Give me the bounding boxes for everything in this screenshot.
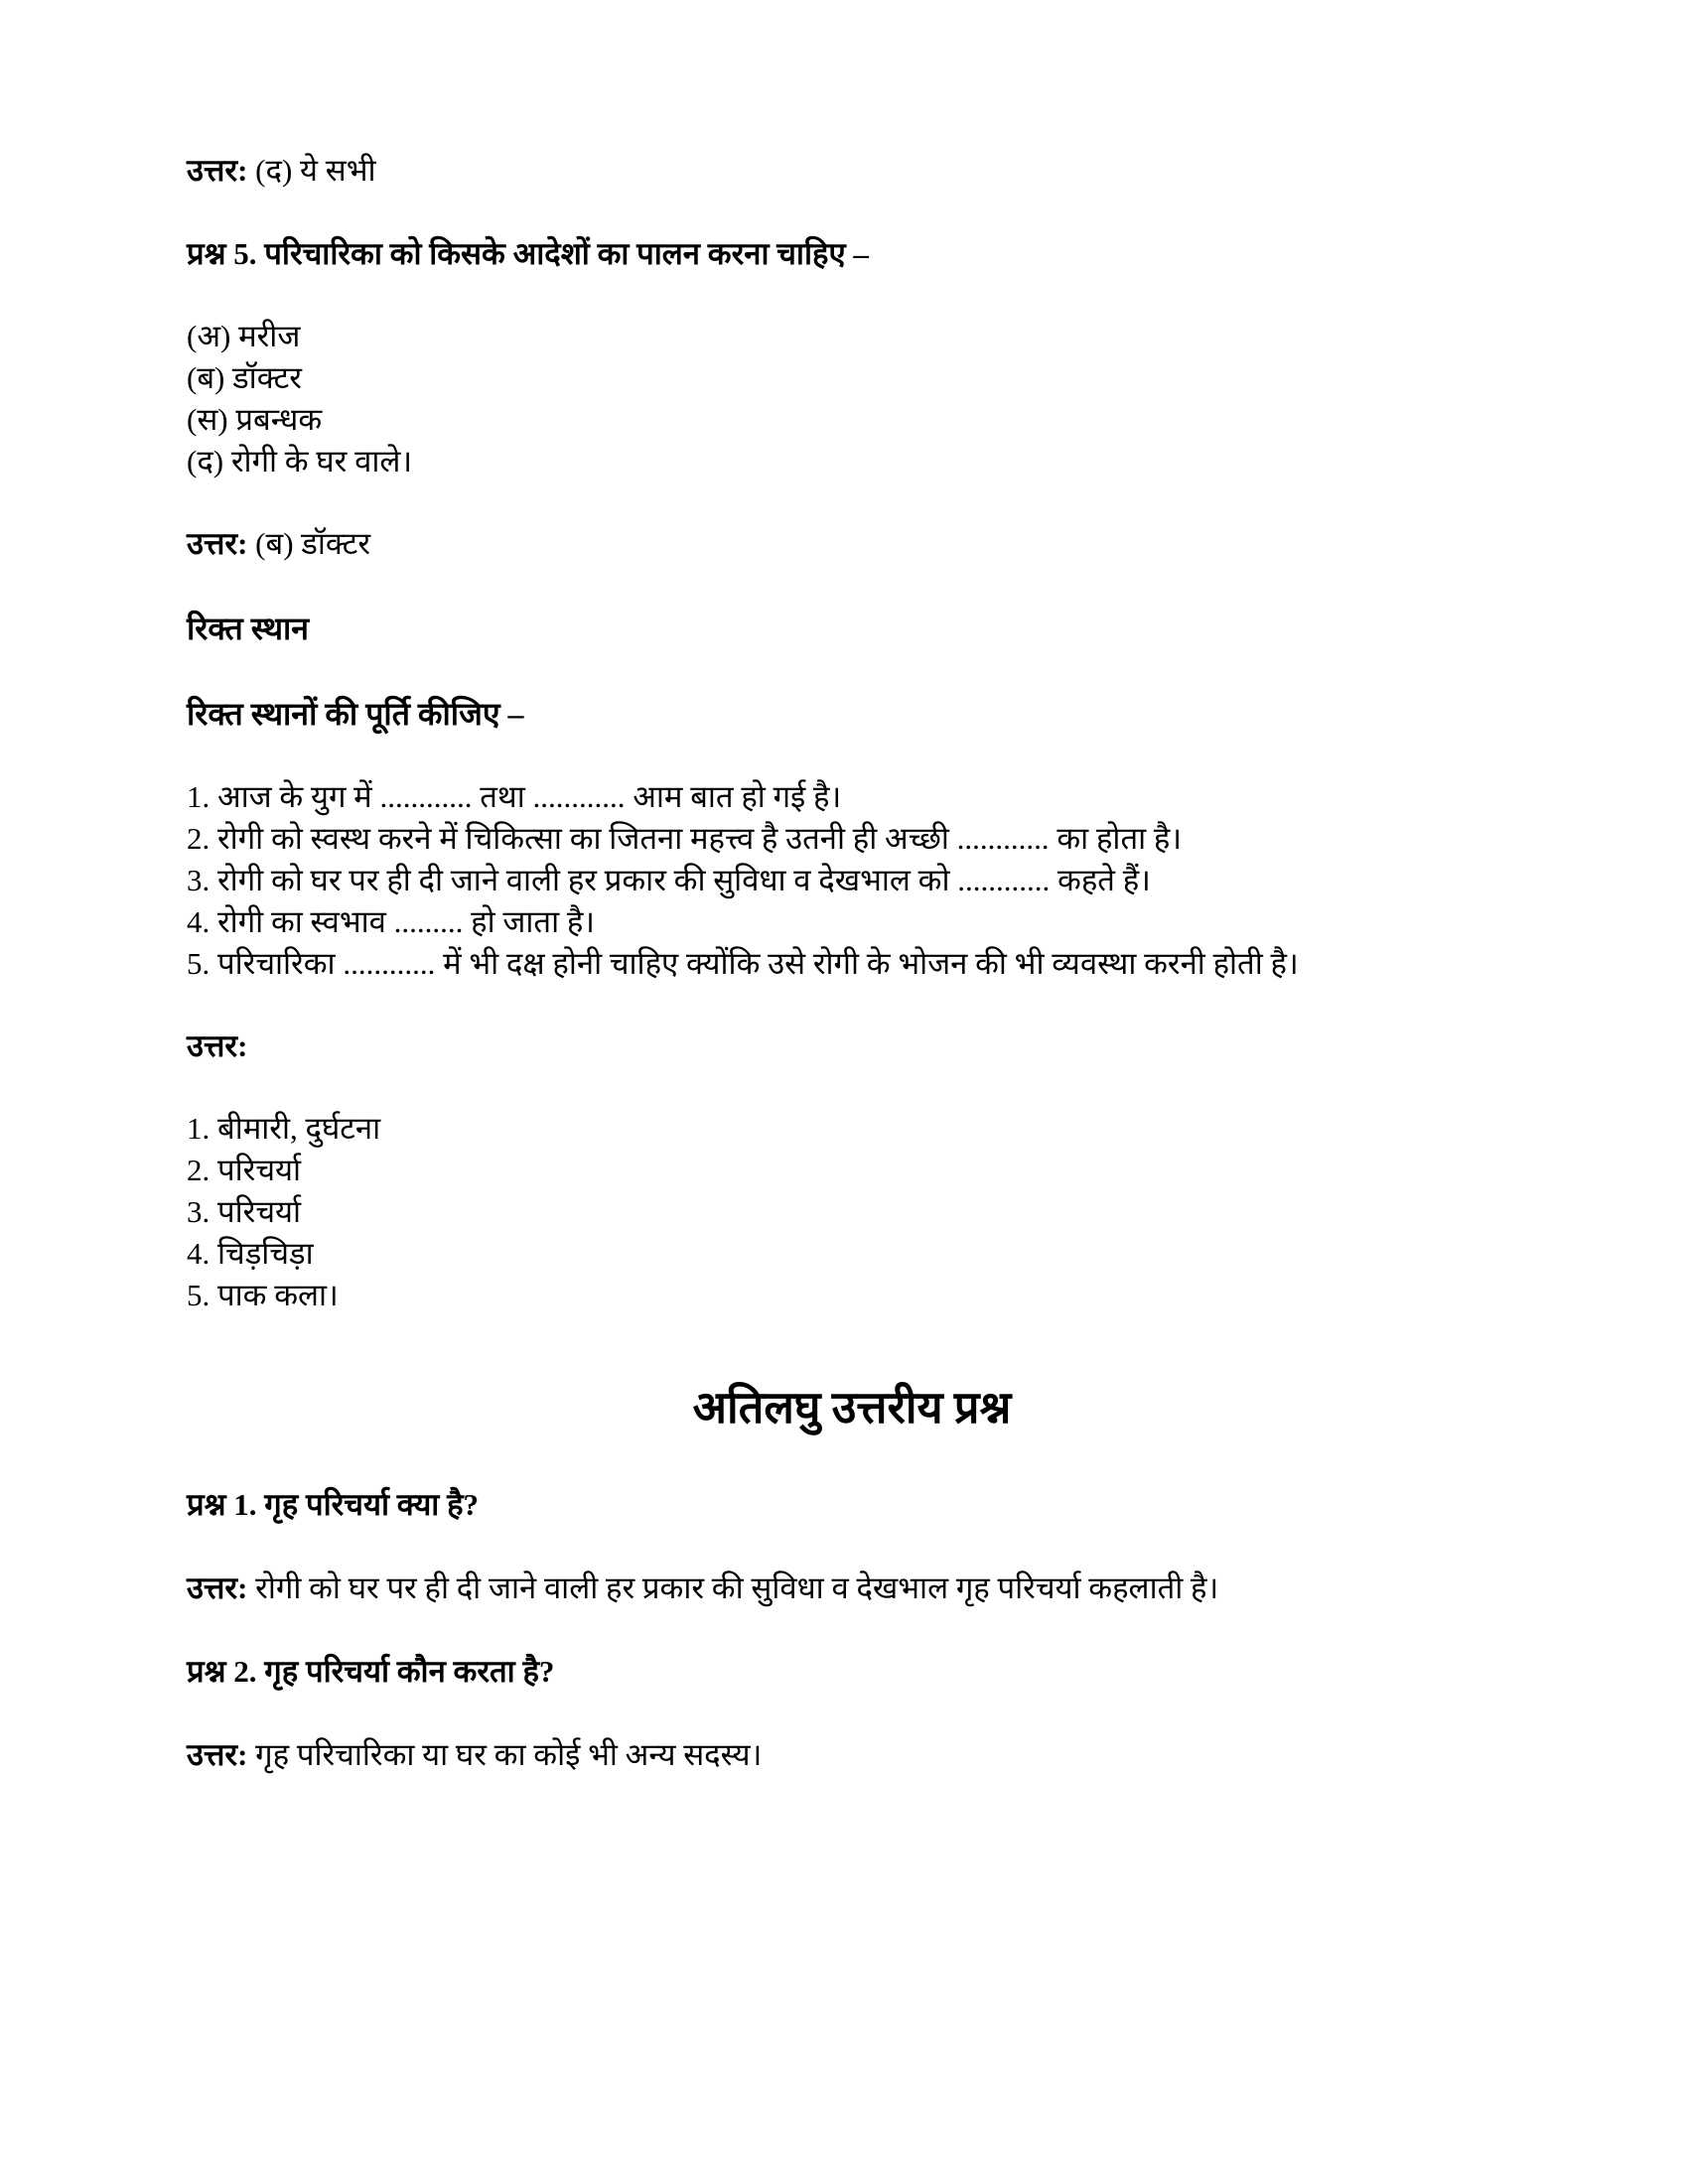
very-short-question-1: प्रश्न 1. गृह परिचर्या क्या है? [187, 1487, 480, 1522]
spacer [187, 1610, 1517, 1650]
document-body [187, 149, 1517, 1777]
fill-blanks-answers-label [187, 1024, 1517, 1068]
question-5-options [187, 316, 1517, 482]
answer-label: उत्तर: [187, 526, 248, 561]
fill-blanks-items [187, 776, 1517, 985]
spacer [187, 276, 1517, 316]
spacer [187, 193, 1517, 232]
previous-question-answer [187, 149, 1517, 193]
spacer [187, 566, 1517, 606]
spacer [187, 1068, 1517, 1108]
fill-blank-answer-item: 1. बीमारी, दुर्घटना [187, 1111, 381, 1146]
spacer [187, 651, 1517, 691]
fill-blank-answer-item: 3. परिचर्या [187, 1194, 302, 1229]
option-item: (द) रोगी के घर वाले। [187, 444, 413, 478]
answer-value: रोगी को घर पर ही दी जाने वाली हर प्रकार की सुविधा व देखभाल गृह परिचर्या कहलाती है। [247, 1570, 1219, 1605]
very-short-section-title: अतिलघु उत्तरीय प्रश्न [692, 1383, 1012, 1433]
fill-blanks-section-heading: रिक्त स्थान [187, 611, 310, 646]
fill-blanks-answers [187, 1108, 1517, 1316]
answer-label: उत्तर: [187, 1570, 248, 1605]
spacer [187, 1316, 1517, 1378]
answer-label: उत्तर: [187, 1737, 248, 1772]
very-short-answer-1 [187, 1567, 1517, 1610]
fill-blanks-instruction-heading: रिक्त स्थानों की पूर्ति कीजिए – [187, 696, 524, 732]
question-5-answer [187, 522, 1517, 566]
fill-blank-item: 2. रोगी को स्वस्थ करने में चिकित्सा का जितना महत्त्व है उतनी ही अच्छी ............ का होता है। [187, 821, 1183, 856]
fill-blank-item: 5. परिचारिका ............ में भी दक्ष होनी चाहिए क्योंकि उसे रोगी के भोजन की भी व्यवस्था करनी होती है। [187, 946, 1299, 981]
spacer [187, 482, 1517, 522]
answer-label: उत्तर: [187, 153, 248, 188]
spacer [187, 1527, 1517, 1567]
fill-blank-item: 1. आज के युग में ............ तथा ............ आम बात हो गई है। [187, 779, 842, 814]
answer-label: उत्तर: [187, 1028, 248, 1063]
spacer [187, 985, 1517, 1024]
spacer [187, 737, 1517, 776]
option-item: (स) प्रबन्धक [187, 402, 323, 437]
fill-blank-item: 4. रोगी का स्वभाव ......... हो जाता है। [187, 904, 596, 939]
spacer [187, 1437, 1517, 1483]
fill-blank-answer-item: 4. चिड़चिड़ा [187, 1236, 314, 1271]
spacer [187, 1694, 1517, 1733]
very-short-question-2: प्रश्न 2. गृह परिचर्या कौन करता है? [187, 1654, 555, 1689]
very-short-answer-2 [187, 1733, 1517, 1777]
option-item: (अ) मरीज [187, 319, 301, 353]
option-item: (ब) डॉक्टर [187, 360, 302, 395]
fill-blank-answer-item: 2. परिचर्या [187, 1153, 302, 1187]
fill-blank-item: 3. रोगी को घर पर ही दी जाने वाली हर प्रकार की सुविधा व देखभाल को ............ कहते हैं। [187, 863, 1151, 897]
answer-value: गृह परिचारिका या घर का कोई भी अन्य सदस्य। [247, 1737, 763, 1772]
fill-blank-answer-item: 5. पाक कला। [187, 1278, 339, 1312]
question-5-heading: प्रश्न 5. परिचारिका को किसके आदेशों का पालन करना चाहिए – [187, 236, 869, 271]
answer-value: (ब) डॉक्टर [247, 526, 371, 561]
answer-value: (द) ये सभी [247, 153, 376, 188]
